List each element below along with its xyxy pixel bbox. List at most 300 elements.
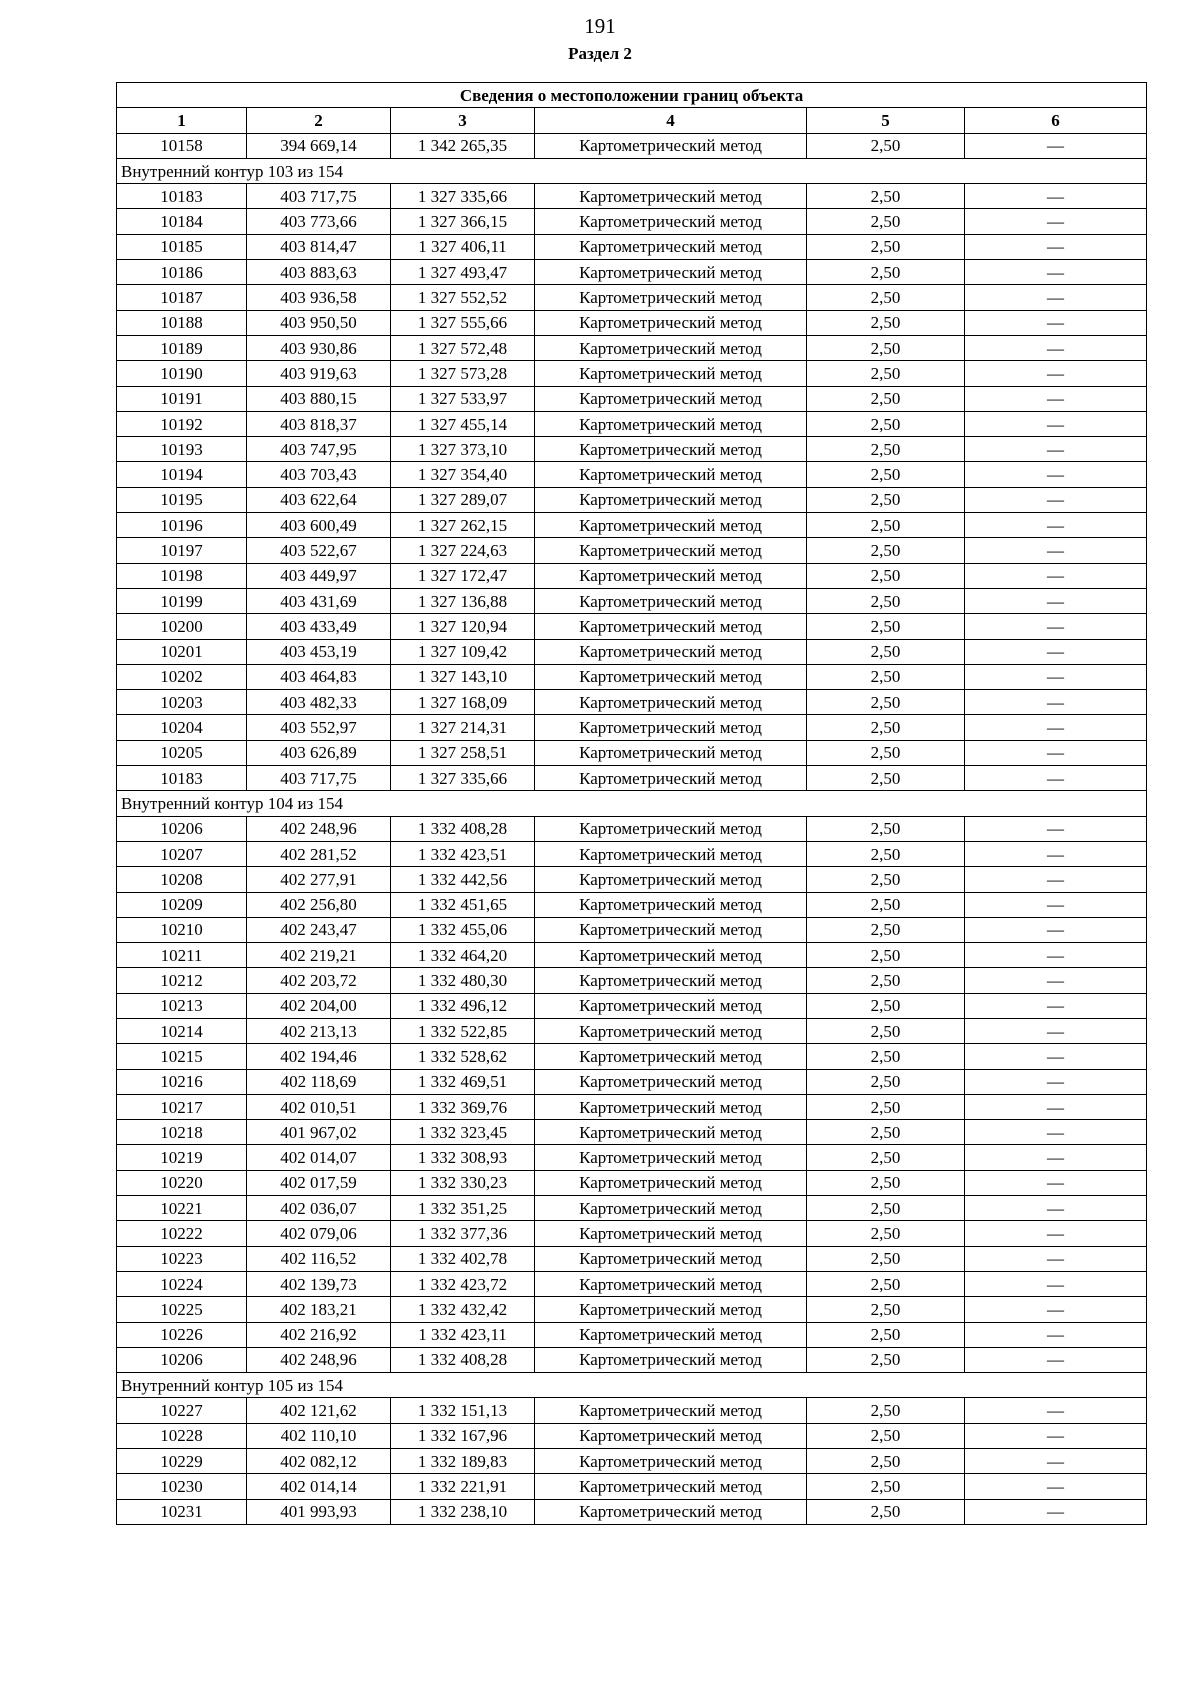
table-cell: — — [965, 1499, 1147, 1524]
table-cell: 2,50 — [807, 588, 965, 613]
table-cell: 403 919,63 — [247, 361, 391, 386]
table-cell: 403 626,89 — [247, 740, 391, 765]
table-cell: Картометрический метод — [535, 816, 807, 841]
table-cell: 10216 — [117, 1069, 247, 1094]
table-cell: Картометрический метод — [535, 867, 807, 892]
table-cell: 10210 — [117, 917, 247, 942]
table-cell: — — [965, 867, 1147, 892]
table-cell: 10183 — [117, 766, 247, 791]
table-cell: 10206 — [117, 816, 247, 841]
table-cell: 403 880,15 — [247, 386, 391, 411]
table-cell: — — [965, 1018, 1147, 1043]
table-row — [117, 917, 1147, 942]
table-cell: 402 183,21 — [247, 1297, 391, 1322]
table-cell: 10158 — [117, 133, 247, 158]
table-cell: 402 219,21 — [247, 943, 391, 968]
table-cell: 1 327 533,97 — [391, 386, 535, 411]
table-cell: — — [965, 437, 1147, 462]
table-cell: 402 277,91 — [247, 867, 391, 892]
table-cell: 10228 — [117, 1423, 247, 1448]
table-cell: — — [965, 462, 1147, 487]
table-row — [117, 1347, 1147, 1372]
table-cell: 2,50 — [807, 1246, 965, 1271]
table-cell: Картометрический метод — [535, 841, 807, 866]
table-cell: Картометрический метод — [535, 437, 807, 462]
table-cell: — — [965, 1322, 1147, 1347]
table-cell: 10230 — [117, 1474, 247, 1499]
table-cell: 1 327 262,15 — [391, 513, 535, 538]
table-cell: 10205 — [117, 740, 247, 765]
table-cell: 2,50 — [807, 1474, 965, 1499]
table-row — [117, 209, 1147, 234]
table-cell: Картометрический метод — [535, 462, 807, 487]
table-cell: 1 332 469,51 — [391, 1069, 535, 1094]
table-cell: 1 327 109,42 — [391, 639, 535, 664]
table-row — [117, 664, 1147, 689]
table-row — [117, 133, 1147, 158]
table-cell: Картометрический метод — [535, 1297, 807, 1322]
table-cell: 402 014,14 — [247, 1474, 391, 1499]
table-cell: 402 248,96 — [247, 816, 391, 841]
table-cell: 10209 — [117, 892, 247, 917]
table-cell: 10211 — [117, 943, 247, 968]
table-cell: 10208 — [117, 867, 247, 892]
table-cell: 1 342 265,35 — [391, 133, 535, 158]
table-cell: Картометрический метод — [535, 386, 807, 411]
table-cell: 10185 — [117, 234, 247, 259]
table-cell: 10206 — [117, 1347, 247, 1372]
table-cell: 403 433,49 — [247, 614, 391, 639]
table-cell: 2,50 — [807, 1018, 965, 1043]
table-cell: — — [965, 285, 1147, 310]
contour-label: Внутренний контур 104 из 154 — [117, 791, 1147, 816]
table-cell: Картометрический метод — [535, 1449, 807, 1474]
table-cell: 2,50 — [807, 437, 965, 462]
table-cell: 403 482,33 — [247, 690, 391, 715]
table-cell: 403 717,75 — [247, 766, 391, 791]
table-row — [117, 892, 1147, 917]
table-cell: 10201 — [117, 639, 247, 664]
table-cell: 2,50 — [807, 234, 965, 259]
table-cell: Картометрический метод — [535, 639, 807, 664]
boundary-table — [116, 82, 1147, 1525]
table-cell: — — [965, 1094, 1147, 1119]
table-row — [117, 1069, 1147, 1094]
table-cell: Картометрический метод — [535, 1069, 807, 1094]
table-cell: 2,50 — [807, 1449, 965, 1474]
table-cell: 2,50 — [807, 1044, 965, 1069]
contour-label: Внутренний контур 105 из 154 — [117, 1373, 1147, 1398]
table-cell: Картометрический метод — [535, 943, 807, 968]
table-row — [117, 1423, 1147, 1448]
table-cell: Картометрический метод — [535, 361, 807, 386]
table-cell: 1 332 377,36 — [391, 1221, 535, 1246]
table-cell: 10226 — [117, 1322, 247, 1347]
table-row — [117, 310, 1147, 335]
table-cell: Картометрический метод — [535, 690, 807, 715]
table-body — [117, 133, 1147, 1524]
table-row — [117, 690, 1147, 715]
table-cell: Картометрический метод — [535, 234, 807, 259]
table-row — [117, 740, 1147, 765]
table-row — [117, 462, 1147, 487]
table-cell: 10188 — [117, 310, 247, 335]
table-cell: 1 332 221,91 — [391, 1474, 535, 1499]
table-cell: 2,50 — [807, 943, 965, 968]
table-cell: 402 079,06 — [247, 1221, 391, 1246]
table-cell: Картометрический метод — [535, 1196, 807, 1221]
table-cell: 2,50 — [807, 335, 965, 360]
table-row — [117, 487, 1147, 512]
table-row — [117, 766, 1147, 791]
table-row — [117, 437, 1147, 462]
table-cell: Картометрический метод — [535, 513, 807, 538]
table-row — [117, 1322, 1147, 1347]
table-cell: — — [965, 664, 1147, 689]
table-cell: 10203 — [117, 690, 247, 715]
table-cell: — — [965, 310, 1147, 335]
table-row — [117, 1170, 1147, 1195]
table-cell: 1 332 323,45 — [391, 1120, 535, 1145]
table-cell: Картометрический метод — [535, 1094, 807, 1119]
table-row — [117, 184, 1147, 209]
table-cell: 10186 — [117, 260, 247, 285]
table-row — [117, 386, 1147, 411]
table-cell: Картометрический метод — [535, 1044, 807, 1069]
table-cell: — — [965, 588, 1147, 613]
table-cell: 2,50 — [807, 740, 965, 765]
table-row — [117, 335, 1147, 360]
table-cell: — — [965, 513, 1147, 538]
table-cell: 10183 — [117, 184, 247, 209]
table-cell: 2,50 — [807, 867, 965, 892]
table-row — [117, 1018, 1147, 1043]
table-cell: 1 327 573,28 — [391, 361, 535, 386]
table-cell: 10229 — [117, 1449, 247, 1474]
table-cell: — — [965, 411, 1147, 436]
table-cell: 403 930,86 — [247, 335, 391, 360]
table-cell: 1 327 366,15 — [391, 209, 535, 234]
table-cell: 10191 — [117, 386, 247, 411]
table-cell: — — [965, 1347, 1147, 1372]
table-cell: 2,50 — [807, 1271, 965, 1296]
contour-header-row — [117, 1373, 1147, 1398]
table-cell: 10200 — [117, 614, 247, 639]
table-cell: 2,50 — [807, 816, 965, 841]
table-row — [117, 1499, 1147, 1524]
table-cell: 2,50 — [807, 993, 965, 1018]
table-cell: 2,50 — [807, 1423, 965, 1448]
table-cell: — — [965, 892, 1147, 917]
table-cell: 1 327 136,88 — [391, 588, 535, 613]
table-cell: 1 327 172,47 — [391, 563, 535, 588]
table-cell: Картометрический метод — [535, 184, 807, 209]
table-cell: Картометрический метод — [535, 1474, 807, 1499]
table-cell: — — [965, 715, 1147, 740]
table-row — [117, 816, 1147, 841]
table-cell: Картометрический метод — [535, 1246, 807, 1271]
table-cell: — — [965, 1044, 1147, 1069]
table-cell: 2,50 — [807, 462, 965, 487]
table-cell: Картометрический метод — [535, 1018, 807, 1043]
table-cell: 2,50 — [807, 209, 965, 234]
table-cell: Картометрический метод — [535, 892, 807, 917]
table-cell: 402 139,73 — [247, 1271, 391, 1296]
table-cell: 2,50 — [807, 1398, 965, 1423]
table-cell: — — [965, 690, 1147, 715]
table-row — [117, 943, 1147, 968]
table-cell: — — [965, 260, 1147, 285]
table-cell: Картометрический метод — [535, 1423, 807, 1448]
table-cell: Картометрический метод — [535, 715, 807, 740]
table-cell: Картометрический метод — [535, 133, 807, 158]
table-cell: Картометрический метод — [535, 1120, 807, 1145]
table-cell: 403 449,97 — [247, 563, 391, 588]
table-row — [117, 285, 1147, 310]
table-cell: — — [965, 563, 1147, 588]
table-cell: — — [965, 386, 1147, 411]
table-cell: 2,50 — [807, 664, 965, 689]
table-cell: 10189 — [117, 335, 247, 360]
table-cell: — — [965, 740, 1147, 765]
table-cell: 1 332 189,83 — [391, 1449, 535, 1474]
table-cell: — — [965, 917, 1147, 942]
table-cell: 2,50 — [807, 386, 965, 411]
table-cell: Картометрический метод — [535, 1221, 807, 1246]
table-row — [117, 361, 1147, 386]
table-cell: 1 332 423,72 — [391, 1271, 535, 1296]
table-row — [117, 1449, 1147, 1474]
table-cell: 2,50 — [807, 892, 965, 917]
table-cell: Картометрический метод — [535, 1347, 807, 1372]
table-cell: — — [965, 1246, 1147, 1271]
table-cell: 10207 — [117, 841, 247, 866]
table-cell: — — [965, 234, 1147, 259]
column-header: 4 — [535, 108, 807, 133]
table-cell: 10221 — [117, 1196, 247, 1221]
table-cell: — — [965, 1145, 1147, 1170]
table-cell: 1 332 238,10 — [391, 1499, 535, 1524]
table-caption: Сведения о местоположении границ объекта — [117, 83, 1147, 108]
table-cell: 10217 — [117, 1094, 247, 1119]
table-cell: 2,50 — [807, 260, 965, 285]
table-row — [117, 867, 1147, 892]
table-cell: — — [965, 209, 1147, 234]
table-cell: Картометрический метод — [535, 917, 807, 942]
table-cell: 10213 — [117, 993, 247, 1018]
table-cell: 10204 — [117, 715, 247, 740]
table-cell: 10190 — [117, 361, 247, 386]
table-row — [117, 1474, 1147, 1499]
table-cell: — — [965, 1449, 1147, 1474]
table-row — [117, 260, 1147, 285]
table-cell: — — [965, 841, 1147, 866]
table-cell: 10194 — [117, 462, 247, 487]
table-cell: Картометрический метод — [535, 588, 807, 613]
table-cell: Картометрический метод — [535, 411, 807, 436]
table-cell: 402 256,80 — [247, 892, 391, 917]
table-cell: 402 014,07 — [247, 1145, 391, 1170]
table-cell: 2,50 — [807, 411, 965, 436]
table-cell: 1 327 214,31 — [391, 715, 535, 740]
table-cell: 10222 — [117, 1221, 247, 1246]
table-row — [117, 715, 1147, 740]
table-cell: 10215 — [117, 1044, 247, 1069]
table-cell: 1 327 168,09 — [391, 690, 535, 715]
table-cell: 402 110,10 — [247, 1423, 391, 1448]
table-cell: 10202 — [117, 664, 247, 689]
table-cell: 2,50 — [807, 715, 965, 740]
table-cell: — — [965, 614, 1147, 639]
table-cell: 402 118,69 — [247, 1069, 391, 1094]
table-cell: 402 243,47 — [247, 917, 391, 942]
table-cell: 1 327 555,66 — [391, 310, 535, 335]
table-cell: Картометрический метод — [535, 968, 807, 993]
table-cell: 1 332 151,13 — [391, 1398, 535, 1423]
table-cell: 2,50 — [807, 1322, 965, 1347]
table-cell: 1 327 335,66 — [391, 766, 535, 791]
table-cell: 2,50 — [807, 614, 965, 639]
table-cell: 1 332 480,30 — [391, 968, 535, 993]
table-cell: 1 327 120,94 — [391, 614, 535, 639]
table-cell: 2,50 — [807, 133, 965, 158]
table-cell: — — [965, 1271, 1147, 1296]
table-cell: 2,50 — [807, 487, 965, 512]
table-cell: 2,50 — [807, 1297, 965, 1322]
table-cell: 1 332 464,20 — [391, 943, 535, 968]
table-row — [117, 639, 1147, 664]
table-cell: Картометрический метод — [535, 285, 807, 310]
table-cell: 2,50 — [807, 917, 965, 942]
table-cell: 2,50 — [807, 1347, 965, 1372]
table-cell: Картометрический метод — [535, 1145, 807, 1170]
column-header: 1 — [117, 108, 247, 133]
table-cell: — — [965, 1474, 1147, 1499]
table-cell: 10193 — [117, 437, 247, 462]
table-cell: 403 464,83 — [247, 664, 391, 689]
table-cell: 403 522,67 — [247, 538, 391, 563]
table-cell: 10199 — [117, 588, 247, 613]
table-cell: 403 717,75 — [247, 184, 391, 209]
table-row — [117, 563, 1147, 588]
table-cell: 2,50 — [807, 310, 965, 335]
table-cell: — — [965, 968, 1147, 993]
table-cell: 2,50 — [807, 1120, 965, 1145]
table-cell: Картометрический метод — [535, 1170, 807, 1195]
table-cell: 403 453,19 — [247, 639, 391, 664]
table-cell: 10212 — [117, 968, 247, 993]
section-title: Раздел 2 — [568, 44, 632, 63]
table-cell: 1 332 496,12 — [391, 993, 535, 1018]
table-cell: 402 116,52 — [247, 1246, 391, 1271]
table-row — [117, 1094, 1147, 1119]
table-row — [117, 234, 1147, 259]
table-cell: 2,50 — [807, 1196, 965, 1221]
table-cell: Картометрический метод — [535, 310, 807, 335]
table-cell: 402 010,51 — [247, 1094, 391, 1119]
table-cell: 10227 — [117, 1398, 247, 1423]
table-row — [117, 968, 1147, 993]
table-cell: 2,50 — [807, 1145, 965, 1170]
table-row — [117, 841, 1147, 866]
table-cell: 402 121,62 — [247, 1398, 391, 1423]
table-cell: 10225 — [117, 1297, 247, 1322]
table-cell: 10195 — [117, 487, 247, 512]
column-header: 3 — [391, 108, 535, 133]
table-cell: 2,50 — [807, 968, 965, 993]
table-cell: 402 216,92 — [247, 1322, 391, 1347]
page-number: 191 — [584, 14, 616, 38]
table-cell: 1 327 258,51 — [391, 740, 535, 765]
table-cell: 10219 — [117, 1145, 247, 1170]
table-cell: 2,50 — [807, 538, 965, 563]
column-number-row — [117, 108, 1147, 133]
table-cell: 402 213,13 — [247, 1018, 391, 1043]
table-cell: 2,50 — [807, 841, 965, 866]
table-cell: 1 327 552,52 — [391, 285, 535, 310]
table-cell: 1 332 167,96 — [391, 1423, 535, 1448]
table-cell: 10192 — [117, 411, 247, 436]
table-cell: 1 332 308,93 — [391, 1145, 535, 1170]
table-cell: 403 431,69 — [247, 588, 391, 613]
table-cell: 2,50 — [807, 1094, 965, 1119]
table-cell: 401 967,02 — [247, 1120, 391, 1145]
table-cell: 10198 — [117, 563, 247, 588]
table-cell: 403 703,43 — [247, 462, 391, 487]
table-cell: 10231 — [117, 1499, 247, 1524]
table-cell: 10197 — [117, 538, 247, 563]
table-cell: 2,50 — [807, 361, 965, 386]
table-cell: 1 327 143,10 — [391, 664, 535, 689]
table-cell: Картометрический метод — [535, 1499, 807, 1524]
table-cell: 403 883,63 — [247, 260, 391, 285]
table-row — [117, 411, 1147, 436]
table-cell: Картометрический метод — [535, 335, 807, 360]
table-cell: — — [965, 993, 1147, 1018]
table-cell: 1 332 442,56 — [391, 867, 535, 892]
table-cell: 10224 — [117, 1271, 247, 1296]
table-cell: 10218 — [117, 1120, 247, 1145]
table-cell: 402 194,46 — [247, 1044, 391, 1069]
table-cell: 403 747,95 — [247, 437, 391, 462]
table-row — [117, 538, 1147, 563]
table-cell: — — [965, 639, 1147, 664]
table-cell: — — [965, 1069, 1147, 1094]
table-row — [117, 1297, 1147, 1322]
table-cell: 1 327 289,07 — [391, 487, 535, 512]
table-cell: 402 017,59 — [247, 1170, 391, 1195]
table-cell: — — [965, 766, 1147, 791]
table-cell: — — [965, 943, 1147, 968]
table-cell: — — [965, 487, 1147, 512]
table-row — [117, 588, 1147, 613]
table-cell: 402 248,96 — [247, 1347, 391, 1372]
table-cell: 2,50 — [807, 690, 965, 715]
table-cell: 1 332 402,78 — [391, 1246, 535, 1271]
table-cell: Картометрический метод — [535, 538, 807, 563]
table-cell: 403 600,49 — [247, 513, 391, 538]
column-header: 2 — [247, 108, 391, 133]
table-cell: 1 327 373,10 — [391, 437, 535, 462]
contour-header-row — [117, 158, 1147, 183]
table-cell: 2,50 — [807, 1170, 965, 1195]
table-row — [117, 1271, 1147, 1296]
table-cell: Картометрический метод — [535, 614, 807, 639]
table-row — [117, 1221, 1147, 1246]
table-cell: 1 327 224,63 — [391, 538, 535, 563]
table-cell: Картометрический метод — [535, 487, 807, 512]
table-cell: 1 327 335,66 — [391, 184, 535, 209]
